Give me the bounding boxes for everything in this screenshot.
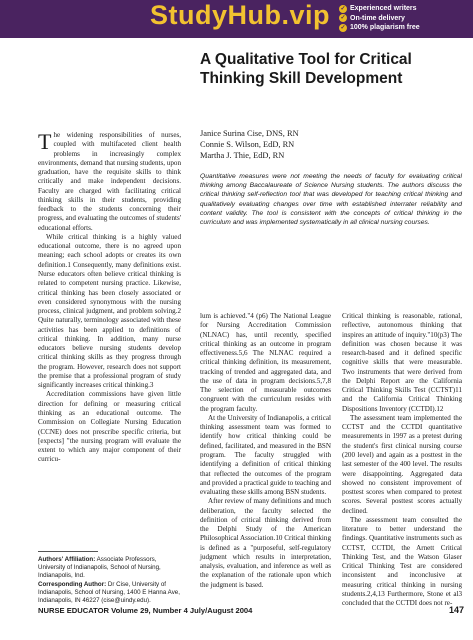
check-icon: ✓ xyxy=(340,15,346,22)
corresponding-label: Corresponding Author: xyxy=(38,580,107,588)
paragraph: The assessment team consulted the literature to better understand the findings. Quantitative instruments such as CCTST, CCTDI, the Arnett Critical Thinking Test, and the Watson Glaser Critical Thinking Test are considered inconsistent and inconclusive at measuring critical thinking in nursing students.2,4,13 Furthermore, Stone et al3 concluded that the CCTDI does not re- xyxy=(342,515,462,608)
text-column-3 xyxy=(342,312,462,609)
paragraph: After review of many definitions and much deliberation, the faculty selected the definition of critical thinking derived from the Delphi Study of the American Philosophical Association.10 Critical thinking is defined as a "purposeful, self-regulatory judgment which results in interpretation, analysis, evaluation, and inference as well as the explanation of the rationale upon which the judgment is based. xyxy=(200,497,331,589)
paragraph: At the University of Indianapolis, a critical thinking assessment team was formed to identify how critical thinking could be defined, facilitated, and measured in the BSN program. The faculty struggled with identifying a definition of critical thinking that reflected the outcomes of the program and provided a practical guide to teaching and evaluating these skills among BSN students. xyxy=(200,413,331,497)
text-column-2 xyxy=(200,312,331,590)
journal-citation: NURSE EDUCATOR Volume 29, Number 4 July/August 2004 xyxy=(38,606,253,615)
affiliation-note xyxy=(38,556,181,581)
author-affiliation xyxy=(38,556,181,605)
author-list xyxy=(200,128,299,161)
check-icon: ✓ xyxy=(340,5,346,12)
author-name: Janice Surina Cise, DNS, RN xyxy=(200,129,299,138)
perk-label: Experienced writers xyxy=(350,5,417,12)
perk-item xyxy=(339,14,471,24)
paragraph: Accreditation commissions have given little direction for defining or measuring critical thinking as an educational outcome. The Commission on Collegiate Nursing Education (CCNE) does not prescribe specific criteria, but [expects] "the nursing program will evaluate the extent to which any major component of their curricu- xyxy=(38,390,181,464)
perk-item xyxy=(339,4,471,14)
drop-cap: T xyxy=(38,129,52,154)
article-title: A Qualitative Tool for Critical Thinking Skill Development xyxy=(200,51,412,87)
corresponding-text: Dr Cise, University of Indianapolis, School of Nursing, 1400 E Hanna Ave, Indianapolis, IN 46227 (cise@uindy.edu). xyxy=(38,580,180,605)
page-number: 147 xyxy=(448,605,464,615)
brand-logo[interactable]: StudyHub.vip xyxy=(150,0,330,30)
ad-banner[interactable] xyxy=(0,0,473,38)
paragraph: lum is achieved."4 (p6) The National League for Nursing Accreditation Commission (NLNAC) has, until recently, specified critical thinking as an outcome in program effectiveness.5,6 The NLNAC required a critical thinking definition, its measurement, tracking of trended and aggregated data, and the use of data in program decisions.5,7,8 The selection of measurable outcomes congruent with the curriculum resides with the program faculty. xyxy=(200,312,331,413)
perks-list xyxy=(339,4,471,33)
affiliation-text: Associate Professors, University of Indianapolis, School of Nursing, Indianapolis, Ind. xyxy=(38,556,161,580)
paragraph: The assessment team implemented the CCTST and the CCTDI quantitative measurements in 1997 as a pretest during the student's first clinical nursing course (200 level) and again as a posttest in the last semester of the 400 level. The results were disappointing. Aggregated data showed no consistent improvement of posttest scores when compared to pretest scores. Several posttest scores actually declined. xyxy=(342,413,462,515)
author-name: Connie S. Wilson, EdD, RN xyxy=(200,140,295,149)
check-icon: ✓ xyxy=(340,24,346,31)
paragraph: While critical thinking is a highly valued educational outcome, there is no agreed upon meaning; each school adopts or creates its own definition.1 Consequently, many definitions exist. Nurse educators often believe critical thinking is related to competent nursing practice. Likewise, critical thinking has been closely associated or even considered synonymous with the nursing process, clinical judgment, and problem solving.2 Quite naturally, terminology associated with these activities has been applied to definitions of critical thinking. In addition, many nurse educators believe nursing students develop critical thinking skills as they progress through the program. However, research does not support the premise that a professional program of study significantly increases critical thinking.3 xyxy=(38,232,181,390)
affiliation-label: Authors' Affiliation: xyxy=(38,556,96,563)
author-name: Martha J. Thie, EdD, RN xyxy=(200,151,285,160)
corresponding-note xyxy=(38,581,181,606)
paragraph-text: he widening responsibilities of nurses, coupled with multifaceted client health problems in increasingly complex environments, demand that nursing students, upon graduation, have the requisite skills to think critically and make independent decisions. Faculty are charged with facilitating critical thinking skills in their students, providing feedback to the students concerning their progress, and evaluating the outcomes of students' educational efforts. xyxy=(38,131,181,232)
affiliation-divider xyxy=(38,551,98,552)
perk-label: On-time delivery xyxy=(350,14,405,22)
article-abstract: Quantitative measures were not meeting the needs of faculty for evaluating critical thinking among Baccalaureate of Science Nursing students. The authors discuss the critical thinking self-reflection tool that was developed for teaching critical thinking and qualitatively evaluating changes over time with established interrater reliability and content validity. The tool is consistent with the concepts of critical thinking in the curriculum and was implemented systematically in all clinical nursing courses. xyxy=(200,173,462,227)
perk-label: 100% plagiarism free xyxy=(350,24,420,31)
text-column-1 xyxy=(38,131,181,465)
paragraph: Critical thinking is reasonable, rational, reflective, autonomous thinking that inspires an attitude of inquiry."10(p3) The definition was chosen because it was research-based and it defined specific cognitive skills that were measurable. Two instruments that were derived from the Delphi Report are the California Critical Thinking Skills Test (CCTST)11 and the California Critical Thinking Dispositions Inventory (CCTDI).12 xyxy=(342,312,462,413)
paragraph xyxy=(38,131,181,233)
perk-item xyxy=(339,23,471,33)
